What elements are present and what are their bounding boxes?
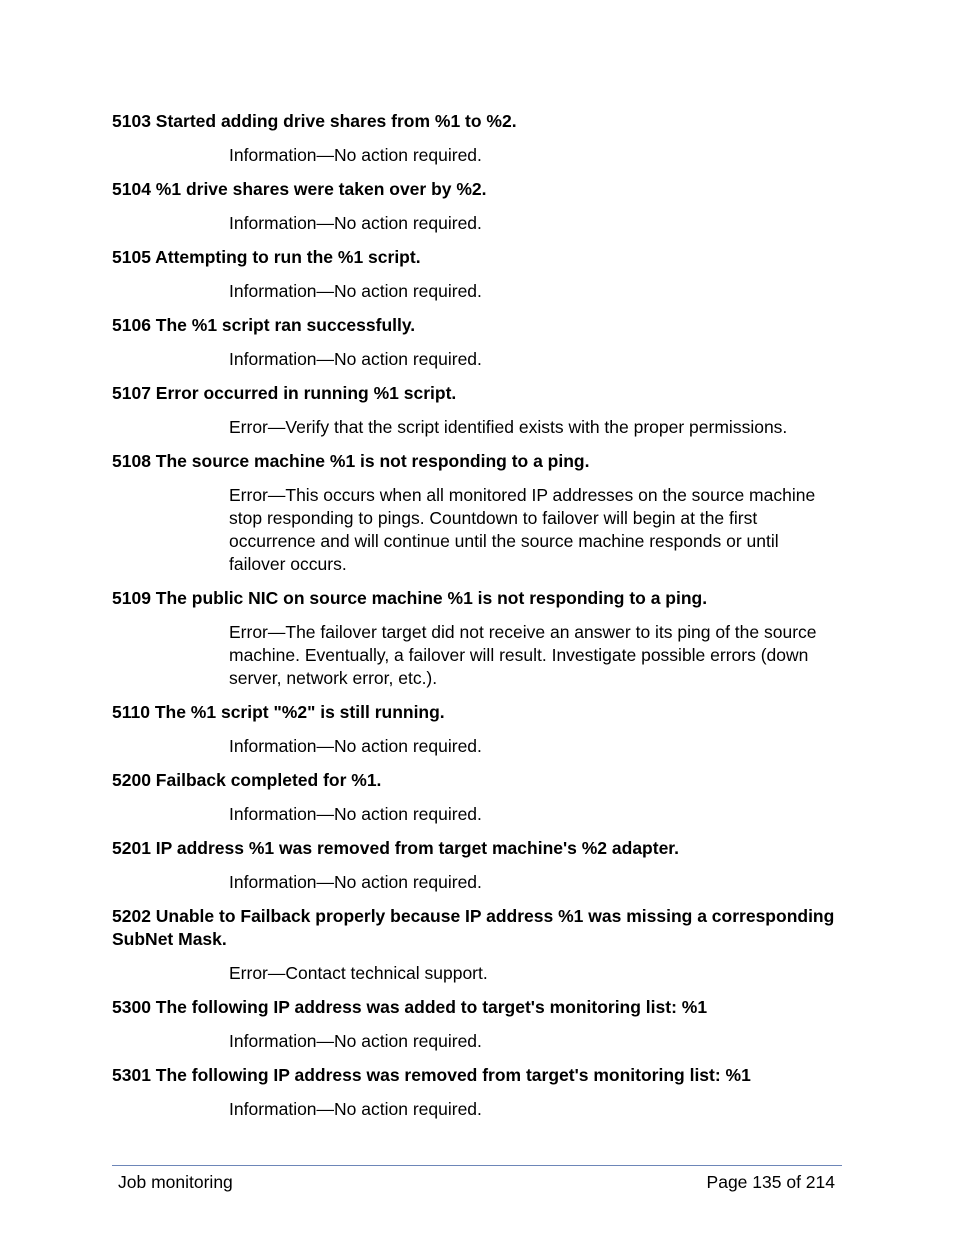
event-description: Information—No action required. — [229, 213, 482, 233]
event-description: Information—No action required. — [229, 804, 482, 824]
event-description: Error—Contact technical support. — [229, 963, 488, 983]
event-entry — [112, 314, 842, 371]
event-description: Information—No action required. — [229, 1031, 482, 1051]
event-heading: 5103 Started adding drive shares from %1 to %2. — [112, 111, 517, 131]
event-description: Information—No action required. — [229, 281, 482, 301]
event-entry — [112, 450, 842, 576]
footer-section-title: Job monitoring — [118, 1172, 233, 1192]
event-entry — [112, 587, 842, 690]
event-heading: 5104 %1 drive shares were taken over by %2. — [112, 179, 487, 199]
event-entry — [112, 1064, 842, 1121]
event-description: Information—No action required. — [229, 145, 482, 165]
event-description: Information—No action required. — [229, 349, 482, 369]
event-description: Information—No action required. — [229, 872, 482, 892]
event-description: Information—No action required. — [229, 736, 482, 756]
event-description: Error—This occurs when all monitored IP addresses on the source machine stop responding to pings. Countdown to failover will begin at the first occurrence and will continue until the source machine responds or until failover occurs. — [229, 485, 816, 574]
event-entry — [112, 837, 842, 894]
event-entry — [112, 701, 842, 758]
event-heading: 5301 The following IP address was removed from target's monitoring list: %1 — [112, 1065, 751, 1085]
event-heading: 5108 The source machine %1 is not responding to a ping. — [112, 451, 590, 471]
event-heading: 5105 Attempting to run the %1 script. — [112, 247, 421, 267]
event-entry — [112, 996, 842, 1053]
event-heading: 5106 The %1 script ran successfully. — [112, 315, 416, 335]
event-heading: 5110 The %1 script "%2" is still running. — [112, 702, 445, 722]
footer-page-number: Page 135 of 214 — [706, 1172, 835, 1192]
event-heading: 5200 Failback completed for %1. — [112, 770, 382, 790]
event-description: Information—No action required. — [229, 1099, 482, 1119]
event-heading: 5300 The following IP address was added to target's monitoring list: %1 — [112, 997, 708, 1017]
event-entry — [112, 110, 842, 167]
page-content — [112, 110, 842, 1132]
event-description: Error—Verify that the script identified exists with the proper permissions. — [229, 417, 788, 437]
event-entry — [112, 246, 842, 303]
event-heading: 5107 Error occurred in running %1 script. — [112, 383, 457, 403]
event-heading: 5109 The public NIC on source machine %1 is not responding to a ping. — [112, 588, 708, 608]
event-heading: 5201 IP address %1 was removed from target machine's %2 adapter. — [112, 838, 680, 858]
footer-divider — [112, 1165, 842, 1166]
event-entry — [112, 905, 842, 985]
event-description: Error—The failover target did not receive an answer to its ping of the source machine. Eventually, a failover will result. Investigate possible errors (down server, network error, etc.). — [229, 622, 817, 688]
event-heading: 5202 Unable to Failback properly because IP address %1 was missing a corresponding SubNet Mask. — [112, 906, 835, 949]
event-entry — [112, 178, 842, 235]
event-entry — [112, 382, 842, 439]
event-entry — [112, 769, 842, 826]
